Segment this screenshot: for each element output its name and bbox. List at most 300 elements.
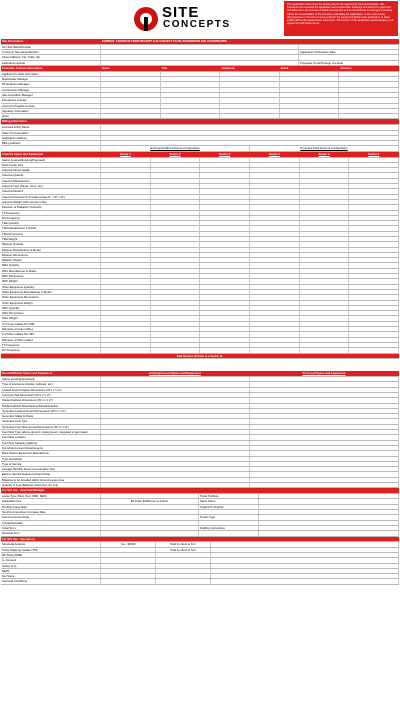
antenna-cell[interactable]	[250, 285, 300, 289]
antenna-cell[interactable]	[349, 253, 399, 257]
contact-cell[interactable]	[220, 82, 280, 86]
existing-space-cell[interactable]	[101, 398, 250, 402]
antenna-cell[interactable]	[349, 232, 399, 236]
antenna-cell[interactable]	[151, 274, 201, 278]
antenna-cell[interactable]	[200, 263, 250, 267]
billing-row-value[interactable]	[101, 136, 399, 140]
antenna-cell[interactable]	[349, 200, 399, 204]
antenna-cell[interactable]	[349, 316, 399, 320]
antenna-cell[interactable]	[200, 258, 250, 262]
antenna-cell[interactable]	[151, 311, 201, 315]
proposed-space-cell[interactable]	[250, 478, 399, 482]
operations-row-status[interactable]	[101, 579, 156, 583]
antenna-cell[interactable]	[349, 184, 399, 188]
contact-cell[interactable]	[161, 98, 221, 102]
antenna-cell[interactable]	[200, 274, 250, 278]
antenna-cell[interactable]	[349, 269, 399, 273]
antenna-cell[interactable]	[151, 226, 201, 230]
antenna-cell[interactable]	[300, 158, 350, 162]
antenna-cell[interactable]	[349, 343, 399, 347]
antenna-cell[interactable]	[101, 163, 151, 167]
antenna-cell[interactable]	[101, 274, 151, 278]
antenna-cell[interactable]	[200, 253, 250, 257]
antenna-cell[interactable]	[300, 226, 350, 230]
antenna-cell[interactable]	[250, 216, 300, 220]
antenna-cell[interactable]	[200, 348, 250, 352]
antenna-cell[interactable]	[101, 316, 151, 320]
antenna-cell[interactable]	[151, 348, 201, 352]
antenna-cell[interactable]	[200, 226, 250, 230]
antenna-cell[interactable]	[250, 338, 300, 342]
operations-row-payment[interactable]	[156, 564, 211, 568]
existing-space-cell[interactable]	[101, 425, 250, 429]
antenna-cell[interactable]	[250, 242, 300, 246]
approval-row-value-2[interactable]	[259, 505, 399, 509]
operations-row-notes[interactable]	[211, 548, 399, 552]
antenna-cell[interactable]	[200, 211, 250, 215]
contact-cell[interactable]	[161, 77, 221, 81]
operations-row-payment[interactable]: Paid by client to SCI	[156, 542, 211, 546]
existing-space-cell[interactable]	[101, 435, 250, 439]
contact-cell[interactable]	[101, 82, 161, 86]
antenna-cell[interactable]	[250, 263, 300, 267]
antenna-cell[interactable]	[151, 179, 201, 183]
approval-row-value-2[interactable]	[259, 499, 399, 503]
antenna-cell[interactable]	[349, 348, 399, 352]
approval-row-value-2[interactable]	[259, 515, 399, 519]
contact-cell[interactable]	[101, 77, 161, 81]
antenna-cell[interactable]	[101, 258, 151, 262]
antenna-cell[interactable]	[151, 338, 201, 342]
antenna-cell[interactable]	[300, 221, 350, 225]
existing-space-cell[interactable]	[101, 430, 250, 434]
antenna-cell[interactable]	[250, 316, 300, 320]
operations-row-status[interactable]	[101, 558, 156, 562]
antenna-cell[interactable]	[349, 327, 399, 331]
contact-cell[interactable]	[339, 104, 399, 108]
antenna-cell[interactable]	[101, 195, 151, 199]
contact-cell[interactable]	[220, 77, 280, 81]
antenna-cell[interactable]	[151, 168, 201, 172]
contact-cell[interactable]	[339, 72, 399, 76]
antenna-cell[interactable]	[101, 226, 151, 230]
antenna-cell[interactable]	[300, 168, 350, 172]
contact-cell[interactable]	[280, 114, 340, 118]
antenna-cell[interactable]	[200, 205, 250, 209]
operations-row-status[interactable]	[101, 553, 156, 557]
proposed-space-cell[interactable]	[250, 409, 399, 413]
antenna-cell[interactable]	[200, 216, 250, 220]
operations-row-payment[interactable]	[156, 574, 211, 578]
antenna-cell[interactable]	[101, 211, 151, 215]
contact-cell[interactable]	[161, 88, 221, 92]
antenna-cell[interactable]	[300, 258, 350, 262]
contact-cell[interactable]	[280, 72, 340, 76]
antenna-cell[interactable]	[151, 290, 201, 294]
antenna-cell[interactable]	[200, 301, 250, 305]
antenna-cell[interactable]	[349, 221, 399, 225]
contact-cell[interactable]	[161, 114, 221, 118]
proposed-space-cell[interactable]	[250, 419, 399, 423]
antenna-cell[interactable]	[300, 322, 350, 326]
antenna-cell[interactable]	[349, 279, 399, 283]
contact-cell[interactable]	[220, 98, 280, 102]
contact-cell[interactable]	[101, 114, 161, 118]
antenna-cell[interactable]	[250, 253, 300, 257]
contact-cell[interactable]	[280, 109, 340, 113]
operations-row-status[interactable]: Yes - $3000	[101, 542, 156, 546]
existing-space-cell[interactable]	[101, 419, 250, 423]
antenna-cell[interactable]	[151, 322, 201, 326]
antenna-cell[interactable]	[200, 200, 250, 204]
contact-cell[interactable]	[280, 77, 340, 81]
existing-space-cell[interactable]	[101, 446, 250, 450]
antenna-cell[interactable]	[250, 205, 300, 209]
contact-cell[interactable]	[220, 93, 280, 97]
antenna-cell[interactable]	[349, 295, 399, 299]
antenna-cell[interactable]	[151, 216, 201, 220]
antenna-cell[interactable]	[300, 269, 350, 273]
antenna-cell[interactable]	[349, 216, 399, 220]
antenna-cell[interactable]	[250, 226, 300, 230]
billing-row-value[interactable]	[101, 125, 399, 129]
antenna-cell[interactable]	[250, 295, 300, 299]
operations-row-notes[interactable]	[211, 579, 399, 583]
operations-row-notes[interactable]	[211, 569, 399, 573]
antenna-cell[interactable]	[101, 242, 151, 246]
contact-cell[interactable]	[280, 82, 340, 86]
antenna-cell[interactable]	[300, 285, 350, 289]
approval-row-value-2[interactable]	[259, 494, 399, 498]
antenna-cell[interactable]	[250, 195, 300, 199]
antenna-cell[interactable]	[349, 290, 399, 294]
antenna-cell[interactable]	[151, 332, 201, 336]
approval-row-value[interactable]: $0 Initial, $1500 per re-submit	[101, 499, 199, 503]
antenna-cell[interactable]	[250, 327, 300, 331]
antenna-cell[interactable]	[300, 279, 350, 283]
approval-row-value[interactable]	[101, 526, 199, 530]
approval-row-value-2[interactable]	[259, 531, 399, 535]
proposed-space-cell[interactable]	[250, 398, 399, 402]
approval-row-value-2[interactable]	[259, 526, 399, 530]
antenna-cell[interactable]	[300, 290, 350, 294]
antenna-cell[interactable]	[200, 295, 250, 299]
proposed-space-cell[interactable]	[250, 435, 399, 439]
operations-row-payment[interactable]	[156, 553, 211, 557]
antenna-cell[interactable]	[300, 216, 350, 220]
contact-cell[interactable]	[280, 93, 340, 97]
contact-cell[interactable]	[101, 104, 161, 108]
contact-cell[interactable]	[220, 72, 280, 76]
proposed-space-cell[interactable]	[250, 404, 399, 408]
antenna-cell[interactable]	[101, 200, 151, 204]
antenna-cell[interactable]	[300, 306, 350, 310]
antenna-cell[interactable]	[101, 248, 151, 252]
antenna-cell[interactable]	[151, 258, 201, 262]
existing-space-cell[interactable]	[101, 451, 250, 455]
approval-row-value[interactable]	[101, 521, 199, 525]
antenna-cell[interactable]	[349, 189, 399, 193]
antenna-cell[interactable]	[300, 237, 350, 241]
antenna-cell[interactable]	[250, 163, 300, 167]
antenna-cell[interactable]	[300, 253, 350, 257]
antenna-cell[interactable]	[101, 263, 151, 267]
antenna-cell[interactable]	[200, 343, 250, 347]
antenna-cell[interactable]	[250, 306, 300, 310]
antenna-cell[interactable]	[349, 306, 399, 310]
antenna-cell[interactable]	[151, 242, 201, 246]
approval-row-value[interactable]	[101, 531, 199, 535]
antenna-cell[interactable]	[151, 232, 201, 236]
antenna-cell[interactable]	[250, 269, 300, 273]
antenna-cell[interactable]	[101, 327, 151, 331]
antenna-cell[interactable]	[101, 158, 151, 162]
antenna-cell[interactable]	[101, 332, 151, 336]
antenna-cell[interactable]	[349, 311, 399, 315]
antenna-cell[interactable]	[349, 263, 399, 267]
antenna-cell[interactable]	[151, 248, 201, 252]
antenna-cell[interactable]	[101, 290, 151, 294]
antenna-cell[interactable]	[151, 269, 201, 273]
antenna-cell[interactable]	[101, 343, 151, 347]
antenna-cell[interactable]	[349, 322, 399, 326]
antenna-cell[interactable]	[300, 184, 350, 188]
antenna-cell[interactable]	[200, 242, 250, 246]
antenna-cell[interactable]	[101, 311, 151, 315]
existing-space-cell[interactable]	[101, 404, 250, 408]
antenna-cell[interactable]	[151, 327, 201, 331]
operations-row-notes[interactable]	[211, 564, 399, 568]
antenna-cell[interactable]	[250, 290, 300, 294]
antenna-cell[interactable]	[300, 189, 350, 193]
antenna-cell[interactable]	[151, 200, 201, 204]
antenna-cell[interactable]	[200, 269, 250, 273]
existing-space-cell[interactable]	[101, 414, 250, 418]
antenna-cell[interactable]	[101, 295, 151, 299]
antenna-cell[interactable]	[101, 253, 151, 257]
antenna-cell[interactable]	[200, 195, 250, 199]
contact-cell[interactable]	[339, 109, 399, 113]
antenna-cell[interactable]	[200, 316, 250, 320]
proposed-space-cell[interactable]	[250, 467, 399, 471]
antenna-cell[interactable]	[101, 221, 151, 225]
antenna-cell[interactable]	[300, 316, 350, 320]
contact-cell[interactable]	[339, 114, 399, 118]
antenna-cell[interactable]	[300, 232, 350, 236]
antenna-cell[interactable]	[300, 274, 350, 278]
proposed-space-cell[interactable]	[250, 446, 399, 450]
antenna-cell[interactable]	[151, 173, 201, 177]
antenna-cell[interactable]	[101, 279, 151, 283]
proposed-space-cell[interactable]	[250, 382, 399, 386]
antenna-cell[interactable]	[200, 173, 250, 177]
approval-row-value-2[interactable]	[259, 521, 399, 525]
antenna-cell[interactable]	[200, 163, 250, 167]
antenna-cell[interactable]	[200, 158, 250, 162]
antenna-cell[interactable]	[300, 179, 350, 183]
contact-cell[interactable]	[101, 72, 161, 76]
antenna-cell[interactable]	[101, 348, 151, 352]
approval-row-value-2[interactable]	[259, 510, 399, 514]
existing-space-cell[interactable]	[101, 382, 250, 386]
antenna-cell[interactable]	[200, 285, 250, 289]
contact-cell[interactable]	[220, 114, 280, 118]
antenna-cell[interactable]	[250, 311, 300, 315]
antenna-cell[interactable]	[250, 184, 300, 188]
antenna-cell[interactable]	[300, 200, 350, 204]
existing-space-cell[interactable]	[101, 462, 250, 466]
antenna-cell[interactable]	[349, 195, 399, 199]
antenna-cell[interactable]	[151, 221, 201, 225]
antenna-cell[interactable]	[250, 348, 300, 352]
antenna-cell[interactable]	[349, 205, 399, 209]
antenna-cell[interactable]	[151, 316, 201, 320]
contact-cell[interactable]	[161, 72, 221, 76]
antenna-cell[interactable]	[101, 269, 151, 273]
antenna-cell[interactable]	[200, 184, 250, 188]
contact-cell[interactable]	[101, 109, 161, 113]
antenna-cell[interactable]	[300, 343, 350, 347]
existing-space-cell[interactable]	[101, 393, 250, 397]
antenna-cell[interactable]	[200, 189, 250, 193]
antenna-cell[interactable]	[200, 322, 250, 326]
existing-space-cell[interactable]	[101, 441, 250, 445]
antenna-cell[interactable]	[300, 242, 350, 246]
contact-cell[interactable]	[339, 93, 399, 97]
antenna-cell[interactable]	[250, 322, 300, 326]
contact-cell[interactable]	[220, 104, 280, 108]
antenna-cell[interactable]	[151, 279, 201, 283]
antenna-cell[interactable]	[349, 179, 399, 183]
antenna-cell[interactable]	[151, 253, 201, 257]
antenna-cell[interactable]	[101, 189, 151, 193]
site-row-value[interactable]	[101, 50, 299, 54]
contact-cell[interactable]	[280, 98, 340, 102]
antenna-cell[interactable]	[300, 338, 350, 342]
antenna-cell[interactable]	[250, 301, 300, 305]
antenna-cell[interactable]	[101, 237, 151, 241]
antenna-cell[interactable]	[101, 184, 151, 188]
antenna-cell[interactable]	[101, 285, 151, 289]
antenna-cell[interactable]	[250, 221, 300, 225]
antenna-cell[interactable]	[300, 248, 350, 252]
antenna-cell[interactable]	[250, 232, 300, 236]
antenna-cell[interactable]	[101, 301, 151, 305]
operations-row-payment[interactable]	[156, 569, 211, 573]
antenna-cell[interactable]	[250, 189, 300, 193]
contact-cell[interactable]	[339, 98, 399, 102]
antenna-cell[interactable]	[349, 332, 399, 336]
antenna-cell[interactable]	[200, 290, 250, 294]
antenna-cell[interactable]	[349, 301, 399, 305]
antenna-cell[interactable]	[349, 242, 399, 246]
site-row-value[interactable]	[101, 45, 299, 49]
antenna-cell[interactable]	[101, 216, 151, 220]
antenna-cell[interactable]	[151, 195, 201, 199]
site-row-extra[interactable]	[299, 45, 399, 49]
antenna-cell[interactable]	[200, 248, 250, 252]
existing-space-cell[interactable]	[101, 388, 250, 392]
site-row-value[interactable]	[101, 61, 299, 65]
antenna-cell[interactable]	[151, 184, 201, 188]
antenna-cell[interactable]	[250, 237, 300, 241]
approval-row-value[interactable]	[101, 494, 199, 498]
billing-row-value[interactable]	[101, 131, 399, 135]
antenna-cell[interactable]	[200, 168, 250, 172]
existing-space-cell[interactable]	[101, 467, 250, 471]
proposed-space-cell[interactable]	[250, 393, 399, 397]
antenna-cell[interactable]	[300, 327, 350, 331]
antenna-cell[interactable]	[349, 173, 399, 177]
operations-row-status[interactable]	[101, 548, 156, 552]
antenna-cell[interactable]	[151, 205, 201, 209]
existing-space-cell[interactable]	[101, 472, 250, 476]
antenna-cell[interactable]	[300, 163, 350, 167]
contact-cell[interactable]	[161, 82, 221, 86]
contact-cell[interactable]	[280, 88, 340, 92]
site-row-extra[interactable]	[299, 55, 399, 59]
operations-row-payment[interactable]	[156, 579, 211, 583]
antenna-cell[interactable]	[300, 348, 350, 352]
operations-row-notes[interactable]	[211, 553, 399, 557]
antenna-cell[interactable]	[200, 306, 250, 310]
antenna-cell[interactable]	[349, 163, 399, 167]
antenna-cell[interactable]	[250, 248, 300, 252]
antenna-cell[interactable]	[151, 285, 201, 289]
antenna-cell[interactable]	[200, 221, 250, 225]
operations-row-status[interactable]	[101, 569, 156, 573]
antenna-cell[interactable]	[250, 332, 300, 336]
antenna-cell[interactable]	[200, 327, 250, 331]
antenna-cell[interactable]	[101, 168, 151, 172]
antenna-cell[interactable]	[250, 200, 300, 204]
antenna-cell[interactable]	[300, 211, 350, 215]
contact-cell[interactable]	[101, 98, 161, 102]
antenna-cell[interactable]	[349, 248, 399, 252]
antenna-cell[interactable]	[101, 179, 151, 183]
antenna-cell[interactable]	[300, 195, 350, 199]
antenna-cell[interactable]	[101, 173, 151, 177]
proposed-space-cell[interactable]	[250, 472, 399, 476]
contact-cell[interactable]	[339, 88, 399, 92]
antenna-cell[interactable]	[151, 263, 201, 267]
antenna-cell[interactable]	[200, 311, 250, 315]
approval-row-value[interactable]	[101, 505, 199, 509]
antenna-cell[interactable]	[151, 306, 201, 310]
antenna-cell[interactable]	[300, 263, 350, 267]
proposed-space-cell[interactable]	[250, 377, 399, 381]
antenna-cell[interactable]	[151, 301, 201, 305]
operations-row-payment[interactable]	[156, 558, 211, 562]
antenna-cell[interactable]	[151, 189, 201, 193]
antenna-cell[interactable]	[349, 258, 399, 262]
existing-space-cell[interactable]	[101, 457, 250, 461]
antenna-cell[interactable]	[300, 295, 350, 299]
proposed-space-cell[interactable]	[250, 430, 399, 434]
contact-cell[interactable]	[101, 93, 161, 97]
antenna-cell[interactable]	[349, 274, 399, 278]
antenna-cell[interactable]	[349, 158, 399, 162]
operations-row-notes[interactable]	[211, 542, 399, 546]
antenna-cell[interactable]	[101, 232, 151, 236]
antenna-cell[interactable]	[250, 343, 300, 347]
site-row-value[interactable]	[101, 55, 299, 59]
antenna-cell[interactable]	[300, 205, 350, 209]
existing-space-cell[interactable]	[101, 377, 250, 381]
antenna-cell[interactable]	[349, 211, 399, 215]
antenna-cell[interactable]	[349, 285, 399, 289]
proposed-space-cell[interactable]	[250, 457, 399, 461]
